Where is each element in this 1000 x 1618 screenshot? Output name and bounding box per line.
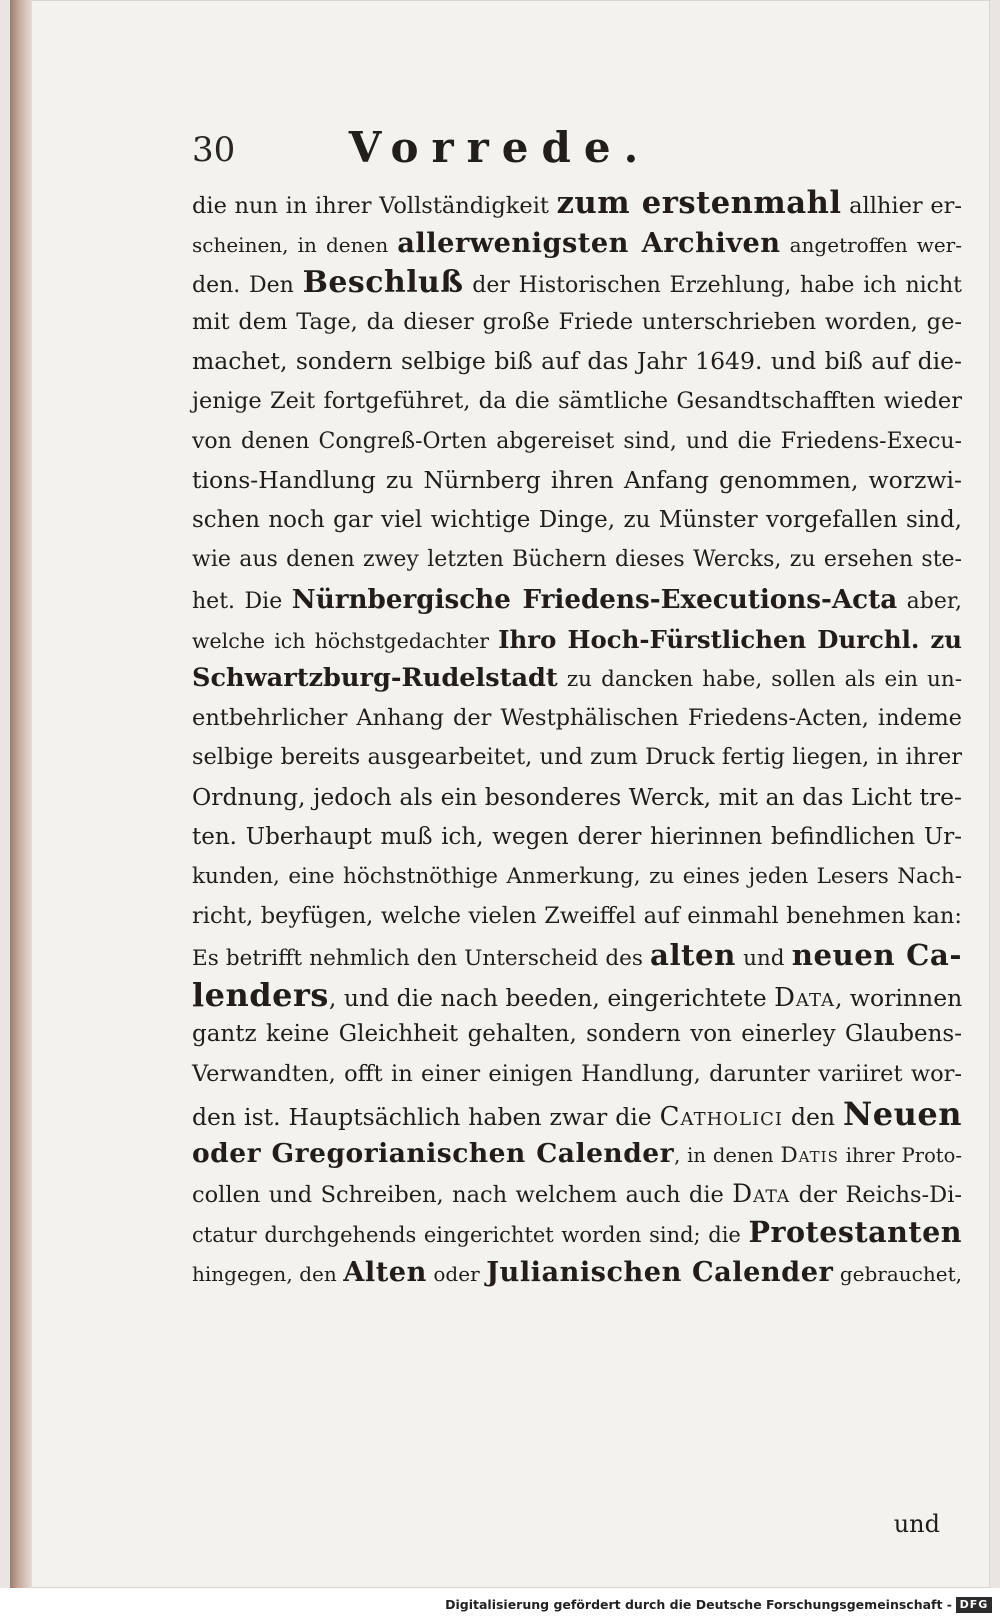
text-segment: den. Den (192, 273, 303, 299)
text-segment: Es betrifft nehmlich den Unterscheid des (192, 946, 650, 972)
emphasized-text: Ihro Hoch-Fürstlichen Durchl. zu (498, 624, 962, 654)
text-line (192, 461, 962, 501)
text-segment: , worinnen (834, 983, 963, 1012)
emphasized-text: Data (774, 982, 835, 1013)
emphasized-text: Protestanten (748, 1215, 962, 1250)
text-line (192, 976, 962, 1016)
catchword: und (893, 1510, 940, 1538)
emphasized-text: neuen Ca- (791, 938, 962, 973)
text-line (192, 501, 962, 541)
text-segment: , und die nach beeden, eingerichtete (328, 983, 775, 1012)
text-line (192, 263, 962, 303)
text-line (192, 1174, 962, 1214)
text-segment: scheinen, in denen (192, 232, 398, 257)
text-segment: ihrer Proto- (838, 1144, 962, 1168)
text-segment: den (782, 1102, 844, 1131)
book-spine (10, 0, 32, 1588)
text-segment: Ordnung, jedoch als ein besonderes Werck, mit an das Licht tre- (192, 782, 962, 811)
emphasized-text: zum erstenmahl (556, 185, 842, 221)
emphasized-text: alten (650, 938, 736, 973)
text-line (192, 620, 962, 660)
emphasized-text: Neuen (843, 1094, 963, 1133)
text-segment: Verwandten, offt in einer einigen Handlung, darunter variiret wor- (192, 1061, 962, 1088)
text-segment: zu dancken habe, sollen als ein un- (557, 667, 962, 693)
text-line (192, 224, 962, 264)
text-line (192, 540, 962, 580)
text-segment: kunden, eine höchstnöthige Anmerkung, zu eines jeden Lesers Nach- (192, 864, 962, 890)
emphasized-text: Schwartzburg-Rudelstadt (192, 663, 558, 694)
text-segment: und (735, 946, 792, 972)
text-line (192, 303, 962, 343)
emphasized-text: allerwenigsten Archiven (397, 226, 781, 259)
emphasized-text: Datis (780, 1143, 839, 1169)
text-segment: collen und Schreiben, nach welchem auch die (192, 1181, 733, 1208)
text-line (192, 778, 962, 818)
emphasized-text: Catholici (659, 1101, 783, 1132)
text-line (192, 1015, 962, 1055)
text-segment: schen noch gar viel wichtige Dinge, zu Münster vorgefallen sind, (192, 506, 962, 533)
text-line (192, 1253, 962, 1293)
text-line (192, 580, 962, 620)
text-line (192, 382, 962, 422)
text-line (192, 1055, 962, 1095)
text-line (192, 1213, 962, 1253)
text-segment: ctatur durchgehends eingerichtet worden sind; die (192, 1223, 749, 1248)
emphasized-text: Data (732, 1178, 791, 1208)
text-segment: gebrauchet, (833, 1262, 962, 1287)
text-segment: allhier er- (841, 193, 962, 219)
running-head: Vorrede. (348, 123, 652, 172)
text-line (192, 1095, 962, 1135)
text-segment: tions-Handlung zu Nürnberg ihren Anfang genommen, worzwi- (192, 466, 962, 495)
page-number: 30 (192, 130, 236, 170)
text-line (192, 1134, 962, 1174)
text-segment: entbehrlicher Anhang der Westphälischen Friedens-Acten, indeme (192, 704, 962, 731)
emphasized-text: Nürnbergische Friedens-Executions-Acta (291, 583, 898, 615)
emphasized-text: Julianischen Calender (486, 1256, 834, 1289)
emphasized-text: Beschluß (302, 265, 464, 301)
text-segment: der Reichs-Di- (790, 1181, 962, 1208)
text-segment: richt, beyfügen, welche vielen Zweiffel auf einmahl benehmen kan: (192, 902, 962, 929)
text-segment: von denen Congreß-Orten abgereiset sind, und die Friedens-Execu- (192, 428, 962, 454)
text-line (192, 936, 962, 976)
text-segment: die nun in ihrer Vollständigkeit (192, 193, 557, 219)
text-line (192, 659, 962, 699)
text-line (192, 857, 962, 897)
text-segment: gantz keine Gleichheit gehalten, sondern von einerley Glaubens- (192, 1021, 962, 1048)
text-segment: oder (426, 1262, 487, 1287)
body-text (192, 184, 962, 1293)
footer-bar (0, 1588, 1000, 1618)
text-line (192, 897, 962, 937)
emphasized-text: lenders (192, 975, 329, 1014)
text-segment: aber, (897, 588, 962, 614)
text-line (192, 342, 962, 382)
text-segment: het. Die (192, 588, 292, 614)
text-segment: wie aus denen zwey letzten Büchern dieses Wercks, zu ersehen ste- (192, 547, 962, 573)
dfg-logo-icon: DFG (956, 1597, 992, 1613)
text-segment: machet, sondern selbige biß auf das Jahr 1649. und biß auf die- (192, 347, 962, 376)
text-segment: den ist. Hauptsächlich haben zwar die (192, 1102, 660, 1131)
text-segment: angetroffen wer- (780, 232, 962, 257)
text-segment: ten. Uberhaupt muß ich, wegen derer hierinnen befindlichen Ur- (192, 823, 962, 850)
text-segment: hingegen, den (192, 1262, 344, 1287)
text-line (192, 738, 962, 778)
text-line (192, 818, 962, 858)
footer-credit: Digitalisierung gefördert durch die Deutsche Forschungsgemeinschaft - (445, 1597, 952, 1612)
text-segment: selbige bereits ausgearbeitet, und zum Druck fertig liegen, in ihrer (192, 744, 962, 771)
text-segment: mit dem Tage, da dieser große Friede unterschrieben worden, ge- (192, 308, 962, 335)
text-segment: , in denen (674, 1144, 781, 1168)
text-segment: welche ich höchstgedachter (192, 628, 499, 653)
text-segment: der Historischen Erzehlung, habe ich nicht (463, 273, 963, 299)
text-segment: jenige Zeit fortgeführet, da die sämtliche Gesandtschafften wieder (192, 387, 962, 414)
text-line (192, 184, 962, 224)
emphasized-text: oder Gregorianischen Calender (192, 1138, 675, 1170)
emphasized-text: Alten (343, 1256, 427, 1289)
text-line (192, 699, 962, 739)
text-line (192, 422, 962, 462)
